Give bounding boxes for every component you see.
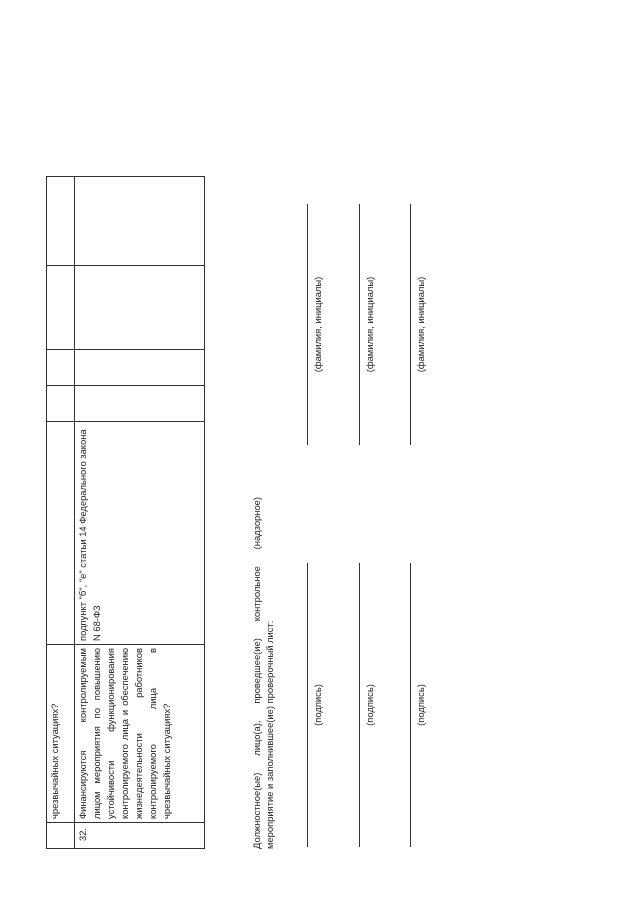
name-caption: (фамилия, инициалы): [415, 276, 426, 373]
checklist-table: [46, 176, 205, 849]
row-number-cell: 32.: [75, 823, 205, 849]
answer-yes-cell: [75, 386, 205, 422]
signature-line: [410, 563, 411, 847]
signature-line: [307, 563, 308, 847]
name-caption: (фамилия, инициалы): [364, 276, 375, 373]
signature-row: [410, 57, 440, 847]
law-reference-cell: [47, 422, 75, 645]
signature-row: [307, 57, 337, 847]
question-cell: Финансируются контролируемым лицом мероприятия по повышению устойчивости функционирования контролируемого лица и обеспечению жизнедеятельности работников контролируемого лица в чрезвычайных ситуациях?: [75, 645, 205, 823]
signature-caption: (подпись): [364, 684, 375, 726]
signature-row: [359, 57, 389, 847]
answer-no-cell: [47, 350, 75, 386]
answer-no-cell: [75, 350, 205, 386]
signature-caption: (подпись): [312, 684, 323, 726]
answer-not-applicable-cell: [47, 266, 75, 350]
table-row: [75, 177, 205, 849]
signature-caption: (подпись): [415, 684, 426, 726]
name-line: [307, 204, 308, 445]
signature-line: [359, 563, 360, 847]
question-cell: чрезвычайных ситуациях?: [47, 645, 75, 823]
name-line: [359, 204, 360, 445]
name-caption: (фамилия, инициалы): [312, 276, 323, 373]
row-number-cell: [47, 823, 75, 849]
name-line: [410, 204, 411, 445]
signatures-intro: Должностное(ые) лицо(а), проведшее(ие) контрольное (надзорное) мероприятие и заполнившее(ие) проверочный лист:: [251, 497, 275, 849]
note-cell: [75, 177, 205, 266]
note-cell: [47, 177, 75, 266]
answer-not-applicable-cell: [75, 266, 205, 350]
table-row: [47, 177, 75, 849]
answer-yes-cell: [47, 386, 75, 422]
law-reference-cell: подпункт "б", "е" статьи 14 Федерального закона N 68-ФЗ: [75, 422, 205, 645]
